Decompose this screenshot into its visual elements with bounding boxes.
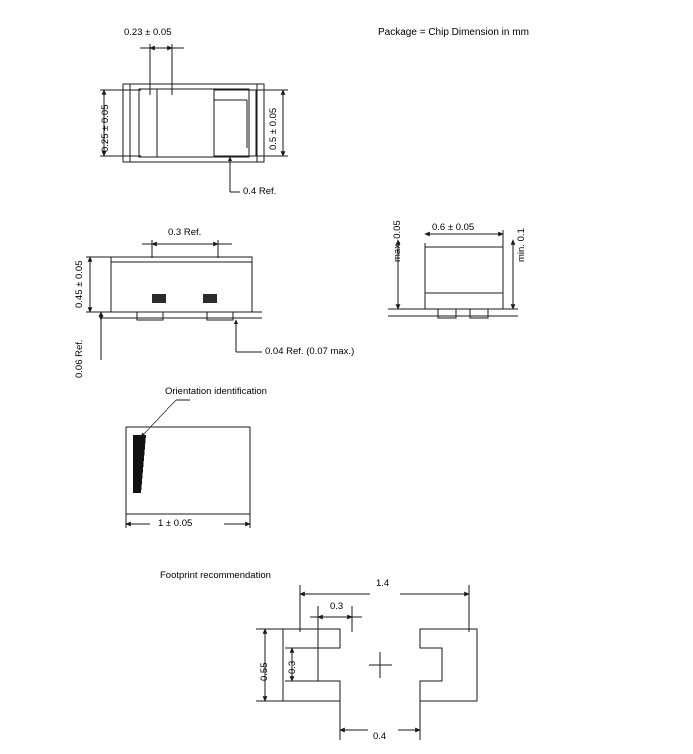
dim-orientation-width: 1 ± 0.05: [158, 518, 193, 529]
dim-footprint-overall-width: 1.4: [376, 578, 390, 589]
dim-footprint-overall-height: 0.55: [259, 662, 270, 681]
dim-end-top: 0.6 ± 0.05: [432, 222, 475, 233]
dim-top-width: 0.23 ± 0.05: [124, 27, 172, 38]
page-title: Package = Chip Dimension in mm: [378, 27, 529, 38]
dim-end-left-vertical: max. 0.05: [392, 220, 403, 262]
dim-top-right-vertical: 0.5 ± 0.05: [268, 107, 279, 150]
dim-footprint-gap: 0.4: [373, 731, 387, 742]
dim-side-top-ref: 0.3 Ref.: [168, 227, 202, 238]
dim-side-lower-left-vertical: 0.06 Ref.: [74, 339, 85, 378]
dim-side-bottom-note: 0.04 Ref. (0.07 max.): [265, 346, 355, 357]
dim-end-right-vertical: min. 0.1: [516, 228, 527, 262]
dim-footprint-pad-width: 0.3: [330, 601, 344, 612]
dim-side-left-vertical: 0.45 ± 0.05: [74, 260, 85, 308]
dim-top-left-vertical: 0.25 ± 0.05: [100, 104, 111, 152]
orientation-callout-label: Orientation identification: [165, 386, 267, 397]
dim-footprint-pad-height: 0.3: [287, 660, 298, 674]
dim-top-bottom-ref: 0.4 Ref.: [243, 186, 277, 197]
footprint-title: Footprint recommendation: [160, 570, 271, 581]
